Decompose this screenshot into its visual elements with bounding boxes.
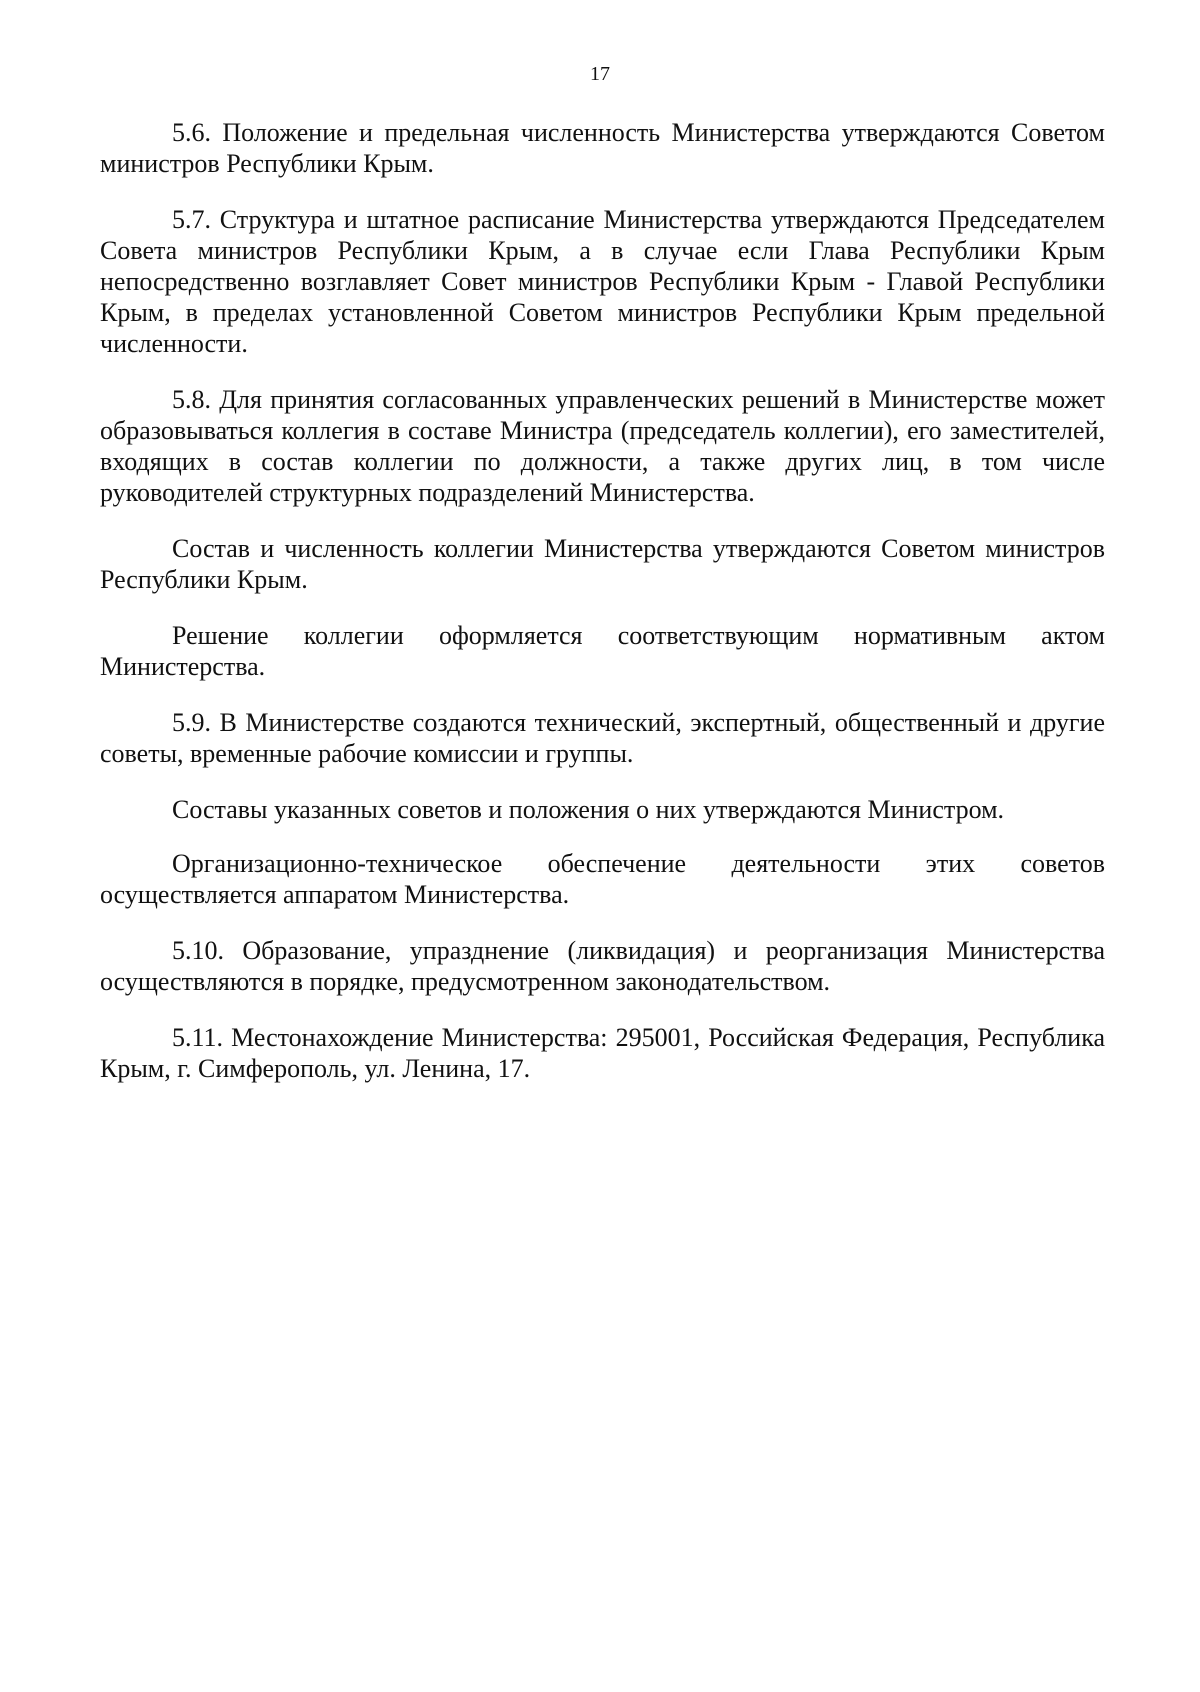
paragraph-5-6: 5.6. Положение и предельная численность Министерства утверждаются Советом министров Республики Крым. (100, 118, 1105, 178)
paragraph-5-11: 5.11. Местонахождение Министерства: 295001, Российская Федерация, Республика Крым, г. Симферополь, ул. Ленина, 17. (100, 1023, 1105, 1083)
paragraph-collegium-decision: Решение коллегии оформляется соответствующим нормативным актом Министерства. (100, 621, 1105, 681)
paragraph-5-8: 5.8. Для принятия согласованных управленческих решений в Министерстве может образовываться коллегия в составе Министра (председатель коллегии), его заместителей, входящих в состав коллегии по должности, а также других лиц, в том числе руководителей структурных подразделений Министерства. (100, 385, 1105, 507)
page-number: 17 (590, 63, 610, 85)
paragraph-5-9: 5.9. В Министерстве создаются технический, экспертный, общественный и другие советы, временные рабочие комиссии и группы. (100, 708, 1105, 768)
paragraph-collegium-composition: Состав и численность коллегии Министерства утверждаются Советом министров Республики Крым. (100, 534, 1105, 594)
paragraph-councils-support: Организационно-техническое обеспечение деятельности этих советов осуществляется аппаратом Министерства. (100, 849, 1105, 909)
paragraph-councils-composition: Составы указанных советов и положения о них утверждаются Министром. (172, 795, 1005, 824)
document-body (100, 117, 1105, 1109)
paragraph-5-7: 5.7. Структура и штатное расписание Министерства утверждаются Председателем Совета министров Республики Крым, а в случае если Глава Республики Крым непосредственно возглавляет Совет министров Республики Крым - Главой Республики Крым, в пределах установленной Советом министров Республики Крым предельной численности. (100, 205, 1105, 358)
paragraph-5-10: 5.10. Образование, упразднение (ликвидация) и реорганизация Министерства осуществляются в порядке, предусмотренном законодательством. (100, 936, 1105, 996)
